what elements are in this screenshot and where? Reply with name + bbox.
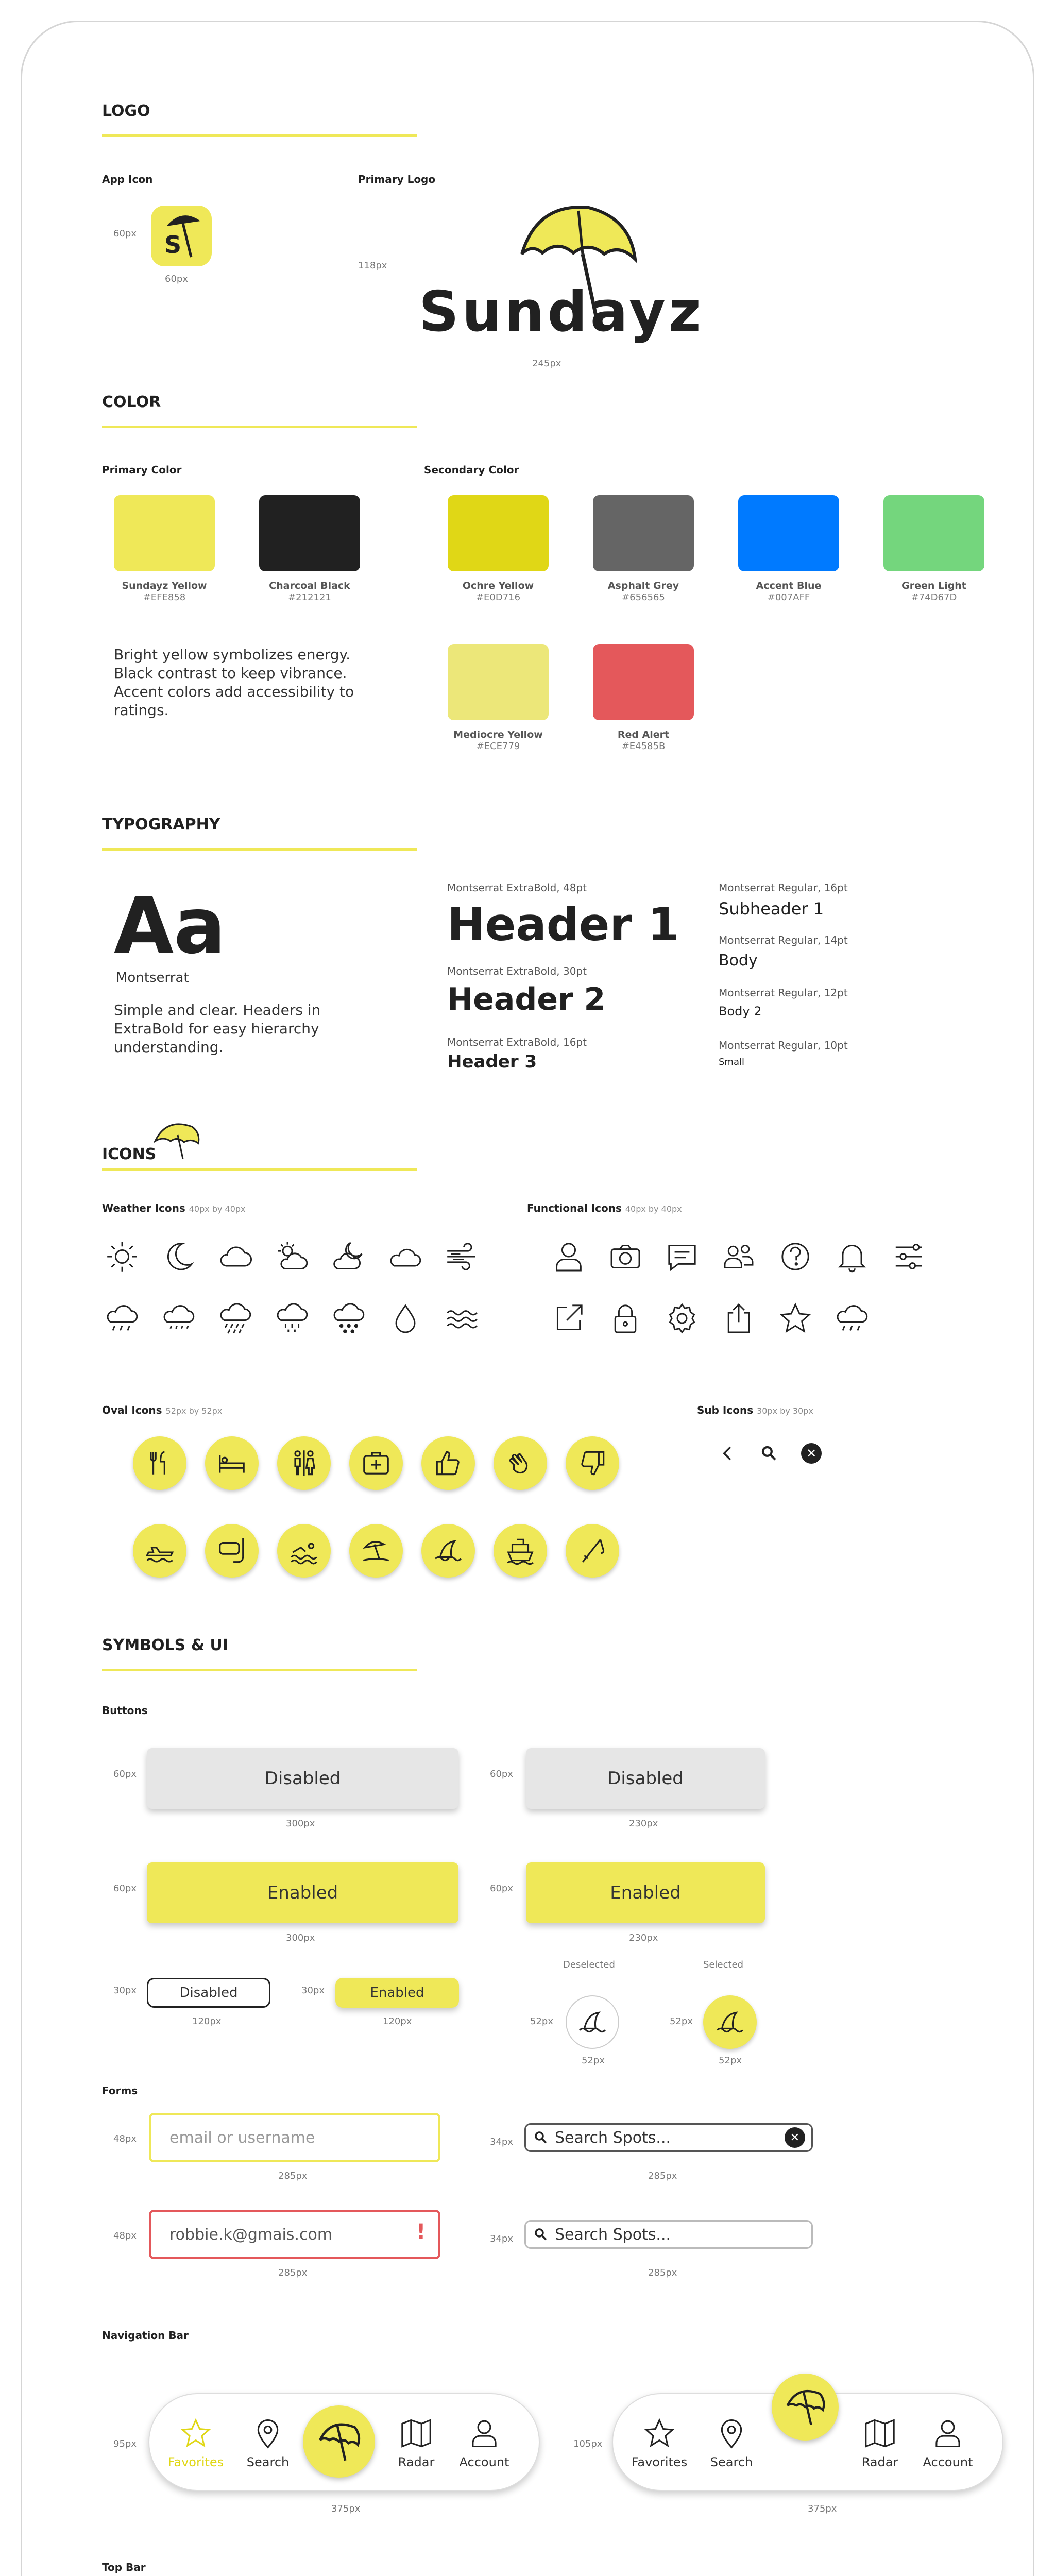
dimension-label: 30px (301, 1985, 325, 1996)
dimension-label: 230px (629, 1818, 658, 1829)
nav-favorites[interactable]: Favorites (628, 2416, 690, 2469)
disabled-button-medium[interactable]: Disabled (526, 1748, 765, 1809)
subheader-sample: Subheader 1 (719, 899, 824, 919)
nav-radar[interactable]: Radar (849, 2416, 911, 2469)
type-spec: Montserrat Regular, 16pt (719, 882, 848, 894)
sun-icon (104, 1238, 141, 1275)
star-icon (777, 1300, 814, 1337)
user-icon (930, 2416, 965, 2451)
cloudy-icon (387, 1238, 424, 1275)
swatch-name: Green Light (901, 580, 966, 591)
dimension-label: 300px (286, 1818, 315, 1829)
type-spec: Montserrat ExtraBold, 30pt (447, 965, 587, 977)
disabled-button-large[interactable]: Disabled (147, 1748, 458, 1809)
bell-icon (833, 1238, 871, 1275)
dimension-label: 285px (278, 2267, 308, 2278)
nav-bar-default (612, 2393, 1003, 2491)
cloud-rain-icon (104, 1300, 141, 1337)
swatch-hex: #E4585B (621, 741, 666, 752)
email-field-value: robbie.k@gmais.com (169, 2225, 333, 2244)
cloud-heavy-rain-icon (217, 1300, 254, 1337)
dimension-label: 230px (629, 1933, 658, 1943)
search-input[interactable] (524, 2220, 813, 2249)
user-icon (550, 1238, 587, 1275)
group-icon (720, 1238, 757, 1275)
map-pin-icon (250, 2416, 285, 2451)
map-pin-icon (714, 2416, 749, 2451)
sub-icons-label: Sub Icons 30px by 30px (697, 1404, 813, 1416)
help-icon (777, 1238, 814, 1275)
dimension-label: 52px (582, 2055, 605, 2066)
body-2-sample: Body 2 (719, 1004, 762, 1019)
swatch-mediocre-yellow (448, 644, 549, 720)
type-sample: Aa (114, 882, 226, 971)
section-divider (102, 426, 417, 428)
dimension-label: 300px (286, 1933, 315, 1943)
nav-favorites[interactable]: Favorites (165, 2416, 227, 2469)
swatch-name: Mediocre Yellow (453, 729, 543, 740)
swatch-asphalt-grey (593, 495, 694, 571)
weather-icons-label: Weather Icons 40px by 40px (102, 1202, 246, 1214)
logo-section-title: LOGO (102, 102, 150, 120)
dimension-label: 60px (165, 274, 188, 284)
nav-home-button[interactable] (772, 2374, 839, 2441)
typography-description: Simple and clear. Headers in ExtraBold for easy hierarchy understanding. (114, 1002, 321, 1056)
thumbs-down-icon (566, 1436, 619, 1490)
swimmer-icon (277, 1524, 331, 1578)
umbrella-icon (783, 2385, 827, 2429)
waves-icon (444, 1300, 481, 1337)
cloud-rain-icon (833, 1300, 871, 1337)
forms-label: Forms (102, 2084, 138, 2097)
oval-icons-label: Oval Icons 52px by 52px (102, 1404, 223, 1416)
wind-icon (444, 1238, 481, 1275)
swatch-hex: #007AFF (767, 592, 810, 603)
nav-search[interactable]: Search (701, 2416, 762, 2469)
dimension-label: 120px (383, 2016, 412, 2027)
color-section-title: COLOR (102, 393, 161, 411)
share-icon (720, 1300, 757, 1337)
partly-cloudy-icon (274, 1238, 311, 1275)
swatch-name: Ochre Yellow (462, 580, 534, 591)
dimension-label: 30px (113, 1985, 137, 1996)
droplet-icon (387, 1300, 424, 1337)
shark-icon (576, 2006, 608, 2038)
dimension-label: 52px (670, 2016, 693, 2027)
logo-wordmark: Sundayz (419, 280, 704, 344)
dimension-label: 285px (648, 2267, 677, 2278)
enabled-button-small[interactable]: Enabled (335, 1978, 459, 2008)
dimension-label: 285px (278, 2171, 308, 2181)
swatch-red-alert (593, 644, 694, 720)
restroom-icon (277, 1436, 331, 1490)
swatch-sundayz-yellow (114, 495, 215, 571)
type-spec: Montserrat ExtraBold, 48pt (447, 882, 587, 894)
enabled-button-large[interactable]: Enabled (147, 1862, 458, 1923)
swatch-hex: #212121 (288, 592, 331, 603)
dimension-label: 375px (808, 2503, 837, 2514)
map-icon (862, 2416, 897, 2451)
lock-icon (607, 1300, 644, 1337)
chat-icon (663, 1238, 701, 1275)
swatch-green-light (883, 495, 984, 571)
shark-icon (714, 2006, 746, 2038)
app-icon (151, 206, 212, 266)
swatch-name: Accent Blue (756, 580, 822, 591)
buttons-label: Buttons (102, 1704, 148, 1717)
dimension-label: 95px (113, 2438, 137, 2449)
icons-section-title: ICONS (102, 1145, 157, 1163)
close-icon[interactable]: ✕ (801, 1443, 822, 1464)
primary-logo (419, 192, 704, 347)
external-link-icon (550, 1300, 587, 1337)
state-label: Deselected (563, 1959, 615, 1970)
umbrella-icon (315, 2418, 363, 2465)
swatch-name: Red Alert (617, 729, 670, 740)
cloud-rain-icon (274, 1300, 311, 1337)
dimension-label: 60px (490, 1769, 513, 1780)
map-icon (399, 2416, 434, 2451)
dimension-label: 120px (192, 2016, 222, 2027)
swatch-hex: #E0D716 (475, 592, 521, 603)
umbrella-icon (151, 1120, 202, 1161)
swatch-hex: #EFE858 (143, 592, 186, 603)
chevron-left-icon[interactable] (719, 1444, 737, 1463)
user-icon (467, 2416, 502, 2451)
swatch-charcoal-black (259, 495, 360, 571)
dimension-label: 375px (331, 2503, 361, 2514)
color-description: Bright yellow symbolizes energy. Black contrast to keep vibrance. Accent colors add accessibility to ratings. (114, 646, 354, 719)
header-3-sample: Header 3 (447, 1052, 537, 1072)
primary-color-label: Primary Color (102, 464, 182, 476)
dimension-label: 285px (648, 2171, 677, 2181)
primary-logo-label: Primary Logo (358, 173, 436, 185)
dimension-label: 245px (532, 358, 561, 369)
beach-icon (349, 1524, 403, 1578)
nav-home-button[interactable] (303, 2405, 375, 2478)
type-spec: Montserrat ExtraBold, 16pt (447, 1036, 587, 1048)
ui-section-title: SYMBOLS & UI (102, 1636, 228, 1654)
cloud-icon (217, 1238, 254, 1275)
search-input-active[interactable] (524, 2123, 813, 2152)
swatch-hex: #ECE779 (476, 741, 520, 752)
swatch-name: Sundayz Yellow (122, 580, 207, 591)
swatch-accent-blue (738, 495, 839, 571)
nav-bar-label: Navigation Bar (102, 2329, 189, 2342)
cloud-drizzle-icon (160, 1300, 197, 1337)
section-divider (102, 1669, 417, 1671)
header-2-sample: Header 2 (447, 981, 606, 1018)
search-icon[interactable] (760, 1444, 778, 1463)
dimension-label: 34px (490, 2137, 513, 2147)
section-divider (102, 134, 417, 137)
dimension-label: 118px (358, 260, 387, 271)
nav-radar[interactable]: Radar (385, 2416, 447, 2469)
snorkel-icon (205, 1524, 259, 1578)
wave-hand-icon (494, 1436, 547, 1490)
swatch-name: Charcoal Black (269, 580, 350, 591)
functional-icons-label: Functional Icons 40px by 40px (527, 1202, 682, 1214)
search-icon (533, 2130, 549, 2145)
cloudy-night-icon (330, 1238, 367, 1275)
swatch-ochre-yellow (448, 495, 549, 571)
dimension-label: 60px (113, 1769, 137, 1780)
enabled-button-medium[interactable]: Enabled (526, 1862, 765, 1923)
email-field-error[interactable] (149, 2210, 440, 2259)
shark-icon (421, 1524, 475, 1578)
nav-search[interactable]: Search (237, 2416, 299, 2469)
swatch-hex: #74D67D (911, 592, 957, 603)
top-bar-label: Top Bar (102, 2561, 146, 2573)
jetski-icon (133, 1524, 186, 1578)
style-guide-frame (21, 21, 1034, 2576)
dimension-label: 60px (113, 228, 137, 239)
dimension-label: 48px (113, 2230, 137, 2241)
nav-bar-favorites-active (148, 2393, 540, 2491)
search-text: Search Spots... (555, 2225, 671, 2244)
section-divider (102, 1168, 417, 1171)
error-icon: ! (416, 2220, 426, 2244)
email-field[interactable]: email or username (149, 2113, 440, 2162)
hotel-icon (205, 1436, 259, 1490)
state-label: Selected (703, 1959, 744, 1970)
disabled-button-small[interactable]: Disabled (147, 1978, 270, 2008)
star-icon (642, 2416, 677, 2451)
restaurant-icon (133, 1436, 186, 1490)
app-icon-letter: S (164, 231, 182, 259)
nav-account[interactable]: Account (917, 2416, 979, 2469)
body-sample: Body (719, 952, 758, 970)
swatch-hex: #656565 (622, 592, 665, 603)
typography-section-title: TYPOGRAPHY (102, 816, 220, 834)
app-icon-label: App Icon (102, 173, 153, 185)
thumbs-up-icon (421, 1436, 475, 1490)
dimension-label: 60px (490, 1883, 513, 1894)
gear-icon (663, 1300, 701, 1337)
oval-button-deselected[interactable] (566, 1995, 619, 2049)
type-spec: Montserrat Regular, 14pt (719, 934, 848, 946)
star-icon (178, 2416, 213, 2451)
dimension-label: 105px (573, 2438, 603, 2449)
font-name: Montserrat (116, 970, 189, 986)
umbrella-icon (151, 206, 212, 266)
type-spec: Montserrat Regular, 12pt (719, 987, 848, 999)
moon-icon (160, 1238, 197, 1275)
first-aid-icon (349, 1436, 403, 1490)
dimension-label: 34px (490, 2233, 513, 2244)
dimension-label: 52px (530, 2016, 553, 2027)
type-spec: Montserrat Regular, 10pt (719, 1039, 848, 1052)
section-divider (102, 848, 417, 851)
ship-icon (494, 1524, 547, 1578)
header-1-sample: Header 1 (447, 898, 679, 951)
search-text: Search Spots... (555, 2128, 671, 2147)
secondary-color-label: Secondary Color (424, 464, 519, 476)
fishing-icon (566, 1524, 619, 1578)
camera-icon (607, 1238, 644, 1275)
dimension-label: 60px (113, 1883, 137, 1894)
nav-account[interactable]: Account (453, 2416, 515, 2469)
dimension-label: 52px (719, 2055, 742, 2066)
cloud-snow-icon (330, 1300, 367, 1337)
swatch-name: Asphalt Grey (607, 580, 679, 591)
search-icon (533, 2227, 549, 2242)
sliders-icon (890, 1238, 927, 1275)
dimension-label: 48px (113, 2133, 137, 2144)
small-sample: Small (719, 1057, 744, 1067)
clear-icon[interactable]: ✕ (785, 2127, 805, 2148)
oval-button-selected[interactable] (703, 1995, 757, 2049)
